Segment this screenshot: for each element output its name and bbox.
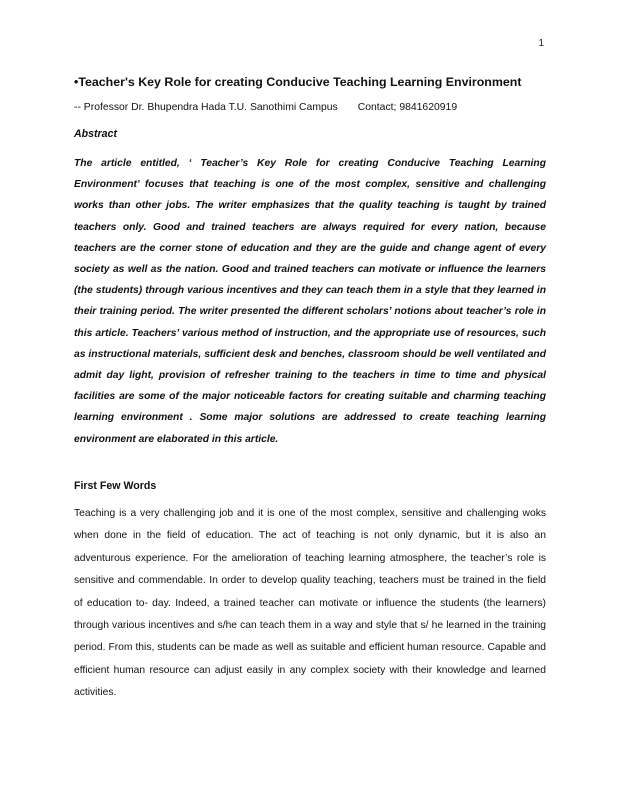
page-number: 1 [538, 38, 544, 49]
contact-line: Contact; 9841620919 [357, 102, 458, 113]
section-heading: First Few Words [74, 480, 157, 492]
section-paragraph: Teaching is a very challenging job and it is one of the most complex, sensitive and challenging woks when done in the field of education. The act of teaching is not only dynamic, but it is also an adventurous experience. For the amelioration of teaching learning atmosphere, the teacher’s role is sensitive and commendable. In order to develop quality teaching, teachers must be trained in the field of education to- day. Indeed, a trained teacher can motivate or influence the students (the learners) through various incentives and s/he can teach them in a way and style that s/ he learned in the training period. From this, students can be made as well as suitable and efficient human resource. Capable and efficient human resource can adjust easily in any complex society with their knowledge and learned activities. [74, 508, 546, 699]
abstract-paragraph: The article entitled, ‘ Teacher’s Key Role for creating Conducive Teaching Learning Environment’ focuses that teaching is one of the most complex, sensitive and challenging works than other jobs. The writer emphasizes that the quality teaching is taught by trained teachers only. Good and trained teachers are always required for every nation, because teachers are the corner stone of education and they are the guide and change agent of every society as well as the nation. Good and trained teachers can motivate or influence the learners (the students) through various incentives and they can teach them in a style that they learned in their training period. The writer presented the different scholars’ notions about teacher’s role in this article. Teachers’ various method of instruction, and the appropriate use of resources, such as instructional materials, sufficient desk and benches, classroom should be well ventilated and admit day light, provision of refresher training to the teachers in time to time and physical facilities are some of the major noticeable factors for creating suitable and charming teaching learning environment . Some major solutions are addressed to create teaching learning environment are elaborated in this article. [74, 158, 546, 445]
abstract-heading: Abstract [74, 128, 117, 140]
author-line: -- Professor Dr. Bhupendra Hada T.U. Sanothimi Campus [74, 102, 338, 113]
byline [74, 102, 554, 113]
article-title: •Teacher's Key Role for creating Conducive Teaching Learning Environment [74, 75, 522, 89]
